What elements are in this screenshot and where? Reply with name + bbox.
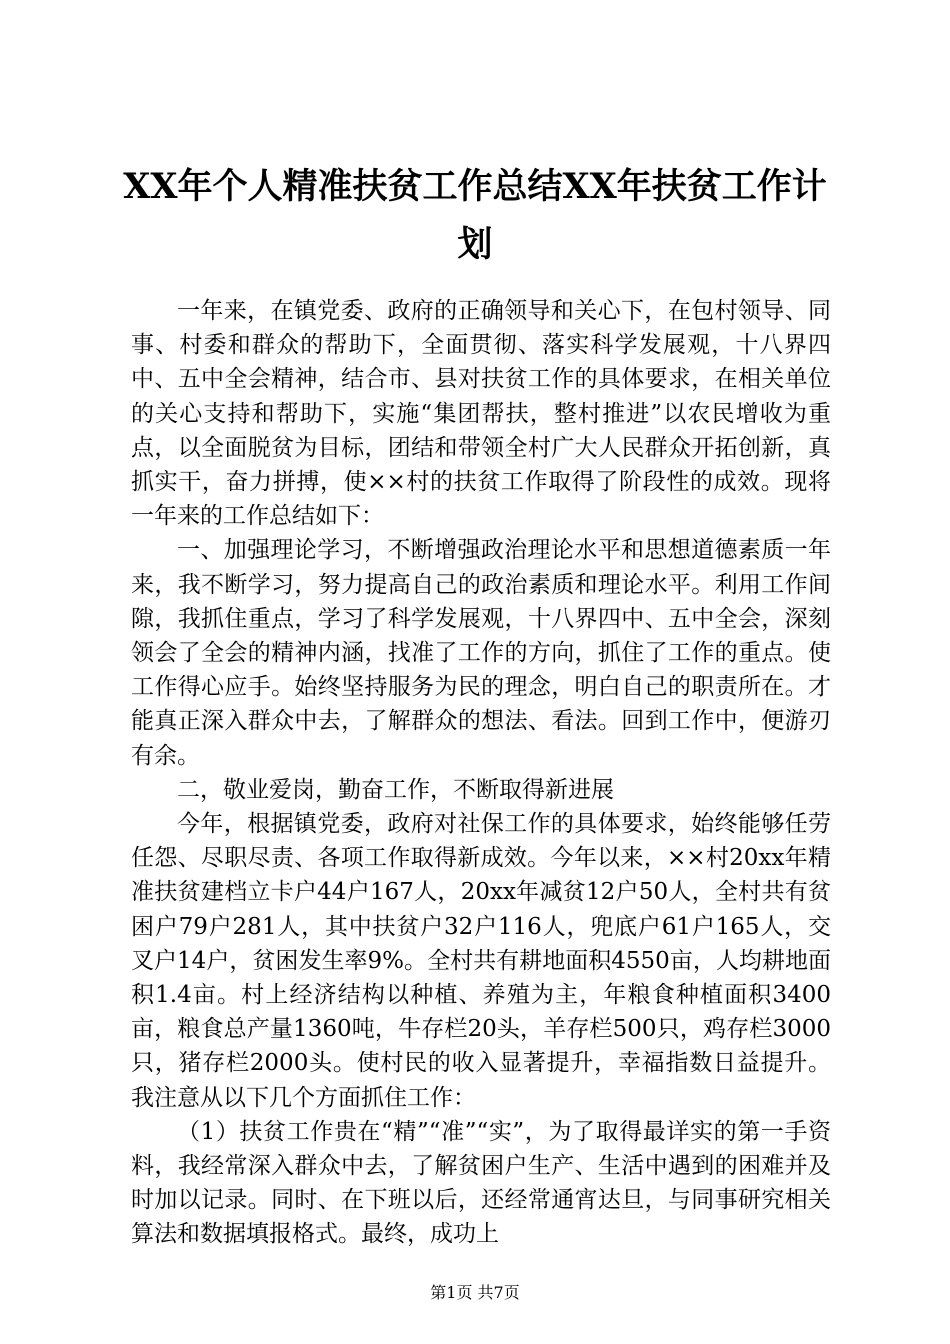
document-body [131, 294, 831, 1252]
paragraph-statistics: 今年，根据镇党委，政府对社保工作的具体要求，始终能够任劳任怨、尽职尽责、各项工作取得新成效。今年以来，××村20xx年精准扶贫建档立卡户44户167人，20xx年减贫12户50人，全村共有贫困户79户281人，其中扶贫户32户116人，兜底户61户165人，交叉户14户，贫困发生率9%。全村共有耕地面积4550亩，人均耕地面积1.4亩。村上经济结构以种植、养殖为主，年粮食种植面积3400亩，粮食总产量1360吨，牛存栏20头，羊存栏500只，鸡存栏3000只，猪存栏2000头。使村民的收入显著提升，幸福指数日益提升。我注意从以下几个方面抓住工作： [131, 811, 831, 1111]
paragraph-intro: 一年来，在镇党委、政府的正确领导和关心下，在包村领导、同事、村委和群众的帮助下，全面贯彻、落实科学发展观，十八界四中、五中全会精神，结合市、县对扶贫工作的具体要求，在相关单位的关心支持和帮助下，实施“集团帮扶，整村推进”以农民增收为重点，以全面脱贫为目标，团结和带领全村广大人民群众开拓创新，真抓实干，奋力拼搏，使××村的扶贫工作取得了阶段性的成效。现将一年来的工作总结如下： [131, 298, 831, 530]
paragraph-section-two-heading: 二，敬业爱岗，勤奋工作，不断取得新进展 [177, 776, 614, 803]
paragraph-section-one: 一、加强理论学习，不断增强政治理论水平和思想道德素质一年来，我不断学习，努力提高自己的政治素质和理论水平。利用工作间隙，我抓住重点，学习了科学发展观，十八界四中、五中全会，深刻领会了全会的精神内涵，找准了工作的方向，抓住了工作的重点。使工作得心应手。始终坚持服务为民的理念，明白自己的职责所在。才能真正深入群众中去，了解群众的想法、看法。回到工作中，便游刃有余。 [131, 537, 831, 769]
paragraph-item-one: （1）扶贫工作贵在“精”“准”“实”，为了取得最详实的第一手资料，我经常深入群众中去，了解贫困户生产、生活中遇到的困难并及时加以记录。同时、在下班以后，还经常通宵达旦，与同事研究相关算法和数据填报格式。最终，成功上 [131, 1118, 831, 1248]
page-number-footer: 第1页 共7页 [430, 1283, 520, 1302]
document-title: XX年个人精准扶贫工作总结XX年扶贫工作计划 [123, 166, 827, 265]
